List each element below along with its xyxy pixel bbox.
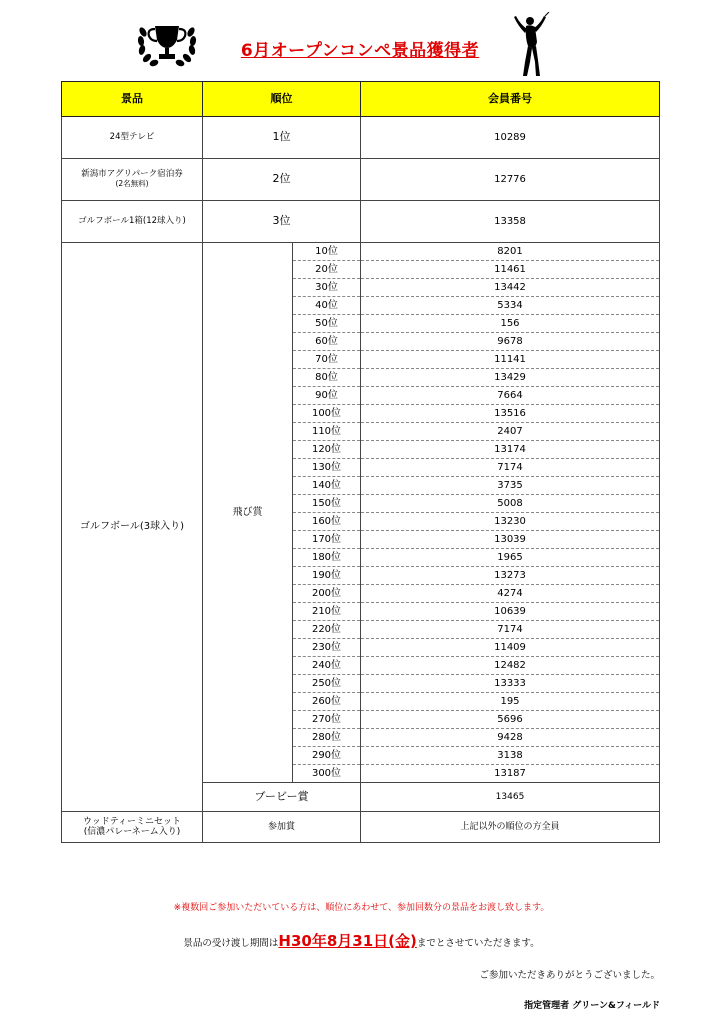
table-header [62,82,660,117]
rank-cell: 160位 [293,513,361,531]
rank-cell: 30位 [293,279,361,297]
rank-cell: 210位 [293,603,361,621]
member-cell: 11409 [361,639,660,657]
member-cell: 5008 [361,495,660,513]
member-cell: 9428 [361,729,660,747]
member-cell: 13187 [361,765,660,783]
deadline-date: H30年8月31日(金) [278,932,417,950]
rank-cell: 260位 [293,693,361,711]
rank-cell: 230位 [293,639,361,657]
member-cell: 1965 [361,549,660,567]
member-cell: 195 [361,693,660,711]
member-cell: 12776 [361,159,660,201]
rank-cell: 20位 [293,261,361,279]
member-cell: 10289 [361,117,660,159]
member-cell: 13516 [361,405,660,423]
header-prize: 景品 [62,82,203,117]
rank-cell: 90位 [293,387,361,405]
member-cell: 13358 [361,201,660,243]
member-cell: 13039 [361,531,660,549]
member-cell: 7664 [361,387,660,405]
member-cell: 10639 [361,603,660,621]
rank-cell: 40位 [293,297,361,315]
rank-cell: 180位 [293,549,361,567]
member-cell: 11461 [361,261,660,279]
rank-cell: 190位 [293,567,361,585]
header-member: 会員番号 [361,82,660,117]
manager-text: 指定管理者 グリーン&フィールド [524,1001,660,1011]
member-cell: 156 [361,315,660,333]
rank-cell: 参加賞 [203,812,361,843]
prize-cell: ゴルフボール1箱(12球入り) [62,201,203,243]
tobi-label: 飛び賞 [203,243,293,783]
rank-cell: 110位 [293,423,361,441]
rank-cell: 140位 [293,477,361,495]
thanks-text: ご参加いただきありがとうございました。 [479,970,660,981]
rank-cell: 200位 [293,585,361,603]
rank-cell: 120位 [293,441,361,459]
rank-cell: 50位 [293,315,361,333]
member-cell: 13429 [361,369,660,387]
rank-cell: 80位 [293,369,361,387]
header-rank: 順位 [203,82,361,117]
golfer-silhouette-icon [508,12,552,78]
table-row [62,243,660,261]
member-cell: 5334 [361,297,660,315]
member-cell: 13174 [361,441,660,459]
rank-cell: 70位 [293,351,361,369]
deadline-suffix: までとさせていただきます。 [416,938,540,949]
rank-cell: 240位 [293,657,361,675]
member-cell: 13273 [361,567,660,585]
page-title: 6月オープンコンペ景品獲得者 [240,41,480,61]
member-cell: 13230 [361,513,660,531]
member-cell: 11141 [361,351,660,369]
member-cell: 8201 [361,243,660,261]
member-cell: 4274 [361,585,660,603]
rank-cell: 150位 [293,495,361,513]
table-row [62,159,660,201]
member-cell: 9678 [361,333,660,351]
rank-cell: 220位 [293,621,361,639]
member-cell: 上記以外の順位の方全員 [361,812,660,843]
prize-cell: 24型テレビ [62,117,203,159]
member-cell: 7174 [361,459,660,477]
prize-cell: 新潟市アグリパーク宿泊券 (2名無料) [62,159,203,201]
member-cell: 12482 [361,657,660,675]
rank-cell: 10位 [293,243,361,261]
rank-cell: 270位 [293,711,361,729]
member-cell: 3735 [361,477,660,495]
prize-cell: ウッドティーミニセット (信濃パレーネーム入り) [62,812,203,843]
rank-cell: 2位 [203,159,361,201]
note-text: ※複数回ご参加いただいている方は、順位にあわせて、参加回数分の景品をお渡し致します。 [173,903,550,913]
rank-cell: 3位 [203,201,361,243]
table-row [62,812,660,843]
member-cell: 5696 [361,711,660,729]
rank-cell: 300位 [293,765,361,783]
rank-cell: 130位 [293,459,361,477]
prize-table [61,81,660,843]
table-row [62,201,660,243]
rank-cell: 280位 [293,729,361,747]
rank-cell: 290位 [293,747,361,765]
member-cell: 7174 [361,621,660,639]
member-cell: 3138 [361,747,660,765]
rank-cell: 250位 [293,675,361,693]
member-cell: 13333 [361,675,660,693]
deadline-text [0,930,723,951]
trophy-laurel-icon [135,20,199,68]
prize-cell: ゴルフボール(3球入り) [62,243,203,812]
deadline-prefix: 景品の受け渡し期間は [183,938,279,949]
rank-cell: 100位 [293,405,361,423]
member-cell: 13442 [361,279,660,297]
member-cell: 13465 [361,783,660,812]
booby-label: ブービー賞 [203,783,361,812]
rank-cell: 60位 [293,333,361,351]
table-row [62,117,660,159]
member-cell: 2407 [361,423,660,441]
rank-cell: 170位 [293,531,361,549]
rank-cell: 1位 [203,117,361,159]
